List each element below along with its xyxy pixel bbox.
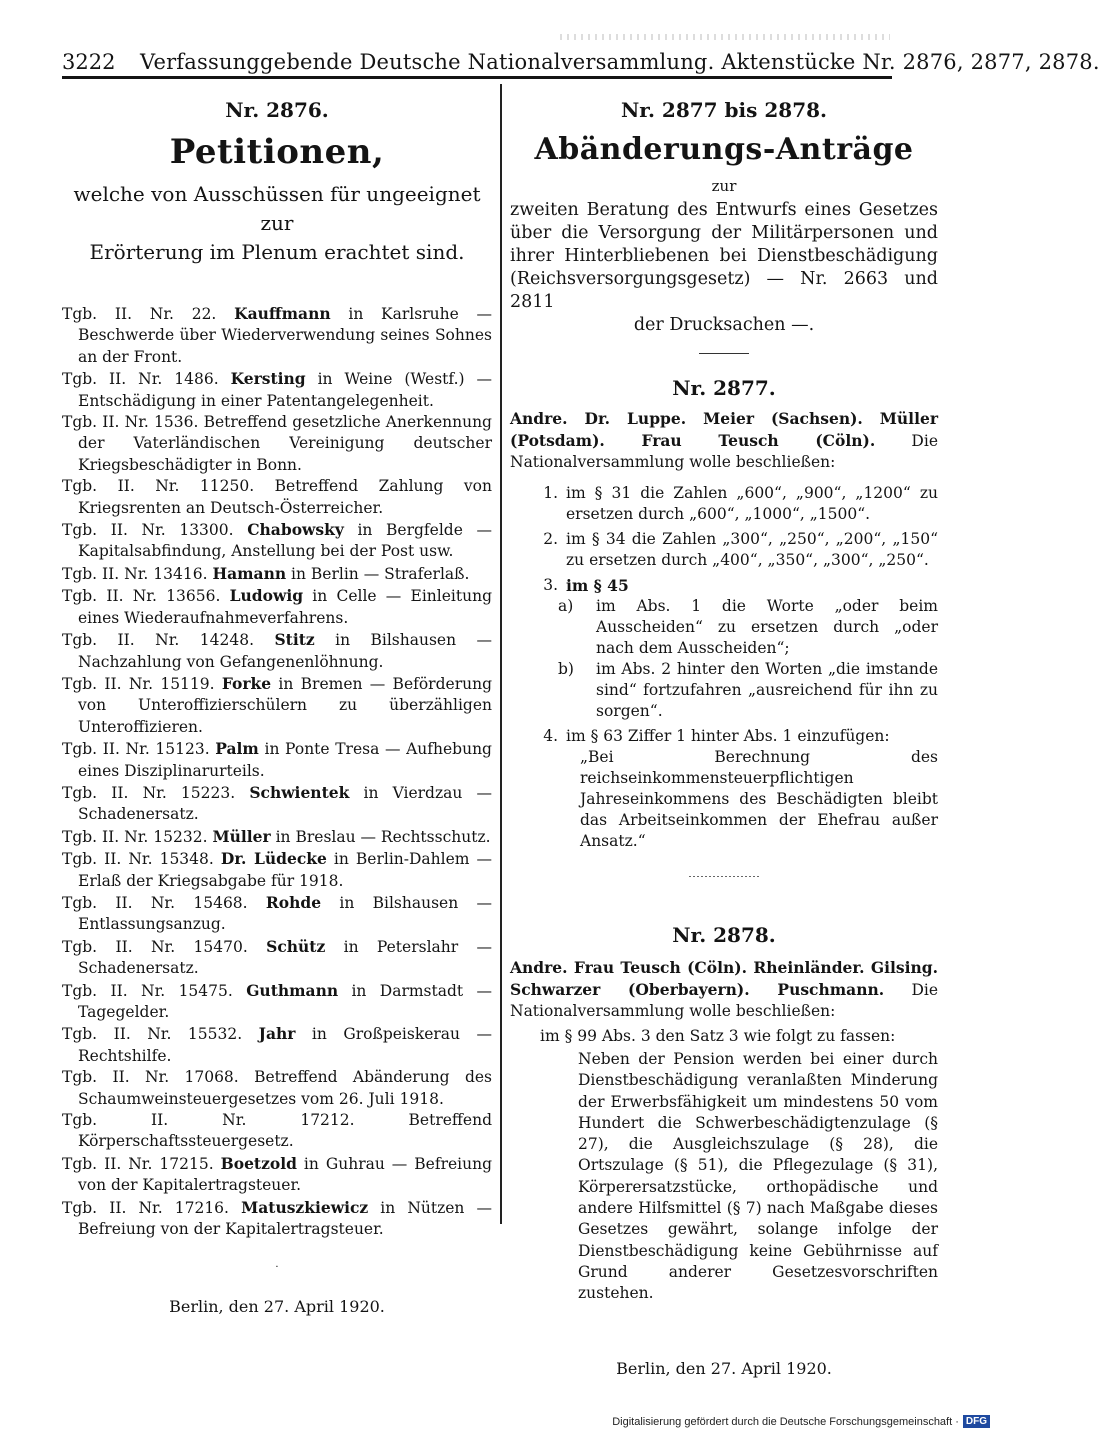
petitioner-name: Kauffmann	[234, 304, 331, 323]
petition-subject: in Breslau — Rechtsschutz.	[270, 827, 491, 846]
amendment-subitem: b) im Abs. 2 hinter den Worten „die imstande sind“ fortzufahren „ausreichend für ihn zu sorgen“.	[558, 660, 938, 720]
antrag-2878-text: Die Nationalversammlung wolle beschließen:	[510, 981, 938, 1020]
petition-ref: Tgb. II. Nr. 15470.	[62, 937, 248, 956]
petitioner-name: Stitz	[274, 630, 315, 650]
petition-subject: in Ponte Tresa — Aufhebung eines Disziplinarurteils.	[78, 740, 492, 780]
intro-end: der Drucksachen —.	[633, 315, 815, 335]
petition-ref: Tgb. II. Nr. 15223.	[62, 783, 236, 802]
petition-ref: Tgb. II. Nr. 13416.	[62, 564, 208, 583]
petition-ref: Tgb. II. Nr. 13300.	[62, 521, 234, 540]
antrag-2878-intro	[510, 957, 938, 1022]
petition-ref: Tgb. II. Nr. 17212.	[62, 1111, 355, 1130]
petition-item	[62, 673, 492, 738]
petition-subject: in Nützen — Befreiung von der Kapitalertragsteuer.	[78, 1198, 492, 1239]
petition-ref: Tgb. II. Nr. 17216.	[62, 1198, 229, 1217]
petition-list	[62, 303, 492, 1240]
amendment-item: 4. im § 63 Ziffer 1 hinter Abs. 1 einzufügen:	[543, 727, 890, 745]
amendment-item: 1. im § 31 die Zahlen „600“, „900“, „1200“ zu ersetzen durch „600“, „1000“, „1500“.	[543, 484, 938, 523]
petitioner-name: Chabowsky	[247, 520, 344, 540]
running-title: Verfassunggebende Deutsche Nationalversammlung. Aktenstücke Nr. 2876, 2877, 2878.	[140, 50, 1100, 74]
petition-item	[62, 1153, 492, 1197]
petition-ref: Tgb. II. Nr. 13656.	[62, 587, 221, 606]
petitioner-name: Ludowig	[229, 586, 304, 606]
petition-item	[62, 563, 492, 585]
petition-subject: in Vierdzau — Schadenersatz.	[78, 783, 492, 824]
petition-subject: in Berlin-Dahlem — Erlaß der Kriegsabgabe für 1918.	[78, 850, 493, 890]
dfg-logo: DFG	[963, 1415, 990, 1428]
small-mark: ·	[275, 1262, 279, 1274]
petitioner-name: Palm	[215, 739, 259, 759]
petition-ref: Tgb. II. Nr. 1536.	[62, 413, 199, 432]
nr-2876-heading: Nr. 2876.	[225, 98, 329, 122]
petition-subject: Betreffend Abänderung des Schaumweinsteuergesetzes vom 26. Juli 1918.	[78, 1068, 492, 1108]
petitioner-name: Hamann	[212, 563, 287, 583]
petition-item	[62, 585, 492, 629]
petitioner-name: Jahr	[258, 1024, 296, 1044]
petition-item	[62, 1110, 492, 1153]
petition-subject: in Bilshausen — Entlassungsanzug.	[78, 893, 492, 934]
antrag-2878-quote: Neben der Pension werden bei einer durch Dienstbeschädigung veranlaßten Minderung der Erwerbsfähigkeit um mindestens 50 vom Hundert die Schwerbeschädigtenzulage (§ 27), die Ausgleichszulage (§ 28), die Ortszulage (§ 51), die Pflegezulage (§ 31), Körperersatzstücke, orthopädische und andere Hilfsmittel (§ 7) nach Maßgabe dieses Gesetzes gewährt, solange infolge der Dienstbeschädigung keine Gebührnisse auf Grund anderer Gesetzesvorschriften zustehen.	[578, 1050, 938, 1303]
petition-item	[62, 368, 492, 412]
petition-ref: Tgb. II. Nr. 17068.	[62, 1068, 239, 1087]
petitioner-name: Kersting	[230, 369, 306, 389]
petitionen-title: Petitionen,	[169, 132, 385, 172]
petitioner-name: Müller	[212, 826, 271, 846]
right-column	[510, 84, 938, 1378]
petition-subject: in Bremen — Beförderung von Unteroffizierschülern zu überzähligen Unteroffizieren.	[78, 674, 492, 736]
petitioner-name: Boetzold	[220, 1153, 297, 1173]
antrag-2877-signatories: Andre. Dr. Luppe. Meier (Sachsen). Müller (Potsdam). Frau Teusch (Cöln).	[510, 409, 938, 450]
amendment-list	[510, 483, 938, 852]
petition-subject: in Bilshausen — Nachzahlung von Gefangenenlöhnung.	[78, 631, 492, 671]
zur-label: zur	[711, 177, 737, 195]
petitionen-subtitle-2: Erörterung im Plenum erachtet sind.	[89, 240, 465, 264]
petition-ref: Tgb. II. Nr. 15232.	[62, 827, 208, 846]
petition-subject: in Weine (Westf.) — Entschädigung in einer Patentangelegenheit.	[78, 370, 492, 410]
petitioner-name: Schwientek	[249, 782, 350, 802]
right-date: Berlin, den 27. April 1920.	[616, 1358, 832, 1378]
petition-subject: Betreffend Zahlung von Kriegsrenten an Deutsch-Österreicher.	[78, 477, 492, 517]
petition-subject: in Celle — Einleitung eines Wiederaufnahmeverfahrens.	[78, 587, 492, 627]
petition-item	[62, 848, 492, 892]
divider-1	[699, 353, 749, 354]
petition-item	[62, 782, 492, 826]
petition-item	[62, 1067, 492, 1110]
petition-ref: Tgb. II. Nr. 15123.	[62, 740, 210, 759]
petition-ref: Tgb. II. Nr. 17215.	[62, 1154, 214, 1173]
petition-item	[62, 303, 492, 368]
antrag-2877-text: Die Nationalversammlung wolle beschließen:	[510, 432, 938, 471]
petition-subject: in Peterslahr — Schadenersatz.	[78, 937, 493, 978]
footer-credit	[612, 1415, 990, 1428]
petition-item	[62, 892, 492, 936]
petition-subject: in Großpeiskerau — Rechtshilfe.	[78, 1025, 493, 1065]
antrag-2878-line: im § 99 Abs. 3 den Satz 3 wie folgt zu fassen:	[540, 1027, 896, 1045]
petition-item	[62, 738, 492, 782]
page-number: 3222	[62, 50, 116, 74]
petition-ref: Tgb. II. Nr. 22.	[62, 305, 217, 323]
petition-subject: in Guhrau — Befreiung von der Kapitalertragsteuer.	[78, 1154, 492, 1195]
column-divider	[500, 84, 502, 1224]
header-rule	[62, 76, 892, 79]
petitioner-name: Matuszkiewicz	[241, 1197, 369, 1217]
petitioner-name: Forke	[221, 673, 272, 693]
petition-item	[62, 826, 492, 848]
petition-ref: Tgb. II. Nr. 15532.	[62, 1025, 243, 1044]
petition-item	[62, 980, 492, 1024]
petition-ref: Tgb. II. Nr. 11250.	[62, 477, 255, 496]
petitioner-name: Schütz	[266, 936, 326, 956]
petition-item	[62, 476, 492, 519]
petition-ref: Tgb. II. Nr. 15348.	[62, 850, 214, 869]
footer-text: Digitalisierung gefördert durch die Deutsche Forschungsgemeinschaft ·	[612, 1415, 959, 1428]
amendment-item: 2. im § 34 die Zahlen „300“, „250“, „200“, „150“ zu ersetzen durch „400“, „350“, „300“, „250“.	[543, 530, 938, 569]
petition-item	[62, 1023, 492, 1067]
amendment-subitem: a) im Abs. 1 die Worte „oder beim Ausscheiden“ zu ersetzen durch „oder nach dem Ausscheiden“;	[558, 597, 938, 657]
petitioner-name: Rohde	[265, 892, 322, 912]
petition-item	[62, 629, 492, 673]
petition-item	[62, 519, 492, 563]
amendment-quote: „Bei Berechnung des reichseinkommensteuerpflichtigen Jahreseinkommens des Beschädigten bleibt das Arbeitseinkommen der Ehefrau außer Ansatz.“	[580, 748, 938, 850]
antrag-2878-signatories: Andre. Frau Teusch (Cöln). Rheinländer. Gilsing. Schwarzer (Oberbayern). Puschmann.	[510, 958, 938, 999]
nr-2877-heading: Nr. 2877.	[672, 376, 776, 400]
petition-ref: Tgb. II. Nr. 14248.	[62, 631, 255, 650]
petition-item	[62, 412, 492, 476]
divider-2	[689, 876, 759, 877]
amendment-item: 3. im § 45	[543, 576, 629, 595]
antrag-2877-intro	[510, 408, 938, 473]
petitionen-subtitle-1: welche von Ausschüssen für ungeeignet zur	[73, 182, 481, 235]
petition-ref: Tgb. II. Nr. 15468.	[62, 893, 248, 912]
petition-ref: Tgb. II. Nr. 15119.	[62, 674, 215, 693]
left-date: Berlin, den 27. April 1920.	[169, 1297, 385, 1317]
petitioner-name: Guthmann	[246, 980, 339, 1000]
scan-speckle	[560, 34, 890, 40]
left-column	[62, 84, 492, 1316]
petition-subject: in Berlin — Straferlaß.	[286, 564, 470, 583]
petition-item	[62, 936, 492, 980]
petitioner-name: Dr. Lüdecke	[220, 849, 327, 869]
petition-ref: Tgb. II. Nr. 1486.	[62, 370, 219, 389]
petition-item	[62, 1197, 492, 1241]
intro-text: zweiten Beratung des Entwurfs eines Gesetzes über die Versorgung der Militärpersonen und ihrer Hinterbliebenen bei Dienstbeschädigung (Reichsversorgungsgesetz) — Nr. 2663 und 2811	[510, 200, 938, 312]
petition-subject: Betreffend Körperschaftssteuergesetz.	[78, 1111, 492, 1151]
petition-subject: Betreffend gesetzliche Anerkennung der Vaterländischen Vereinigung deutscher Kriegsbeschädigter in Bonn.	[78, 413, 492, 474]
nr-2877-2878-heading: Nr. 2877 bis 2878.	[621, 98, 827, 122]
page-header	[62, 46, 1100, 78]
petition-subject: in Bergfelde — Kapitalsabfindung, Anstellung bei der Post usw.	[78, 521, 492, 561]
abaenderungs-title: Abänderungs-Anträge	[534, 132, 914, 167]
nr-2878-heading: Nr. 2878.	[672, 923, 776, 947]
petition-ref: Tgb. II. Nr. 15475.	[62, 981, 233, 1000]
petition-subject: in Darmstadt — Tagegelder.	[78, 981, 492, 1021]
petition-subject: in Karlsruhe — Beschwerde über Wiederverwendung seines Sohnes an der Front.	[78, 305, 492, 366]
